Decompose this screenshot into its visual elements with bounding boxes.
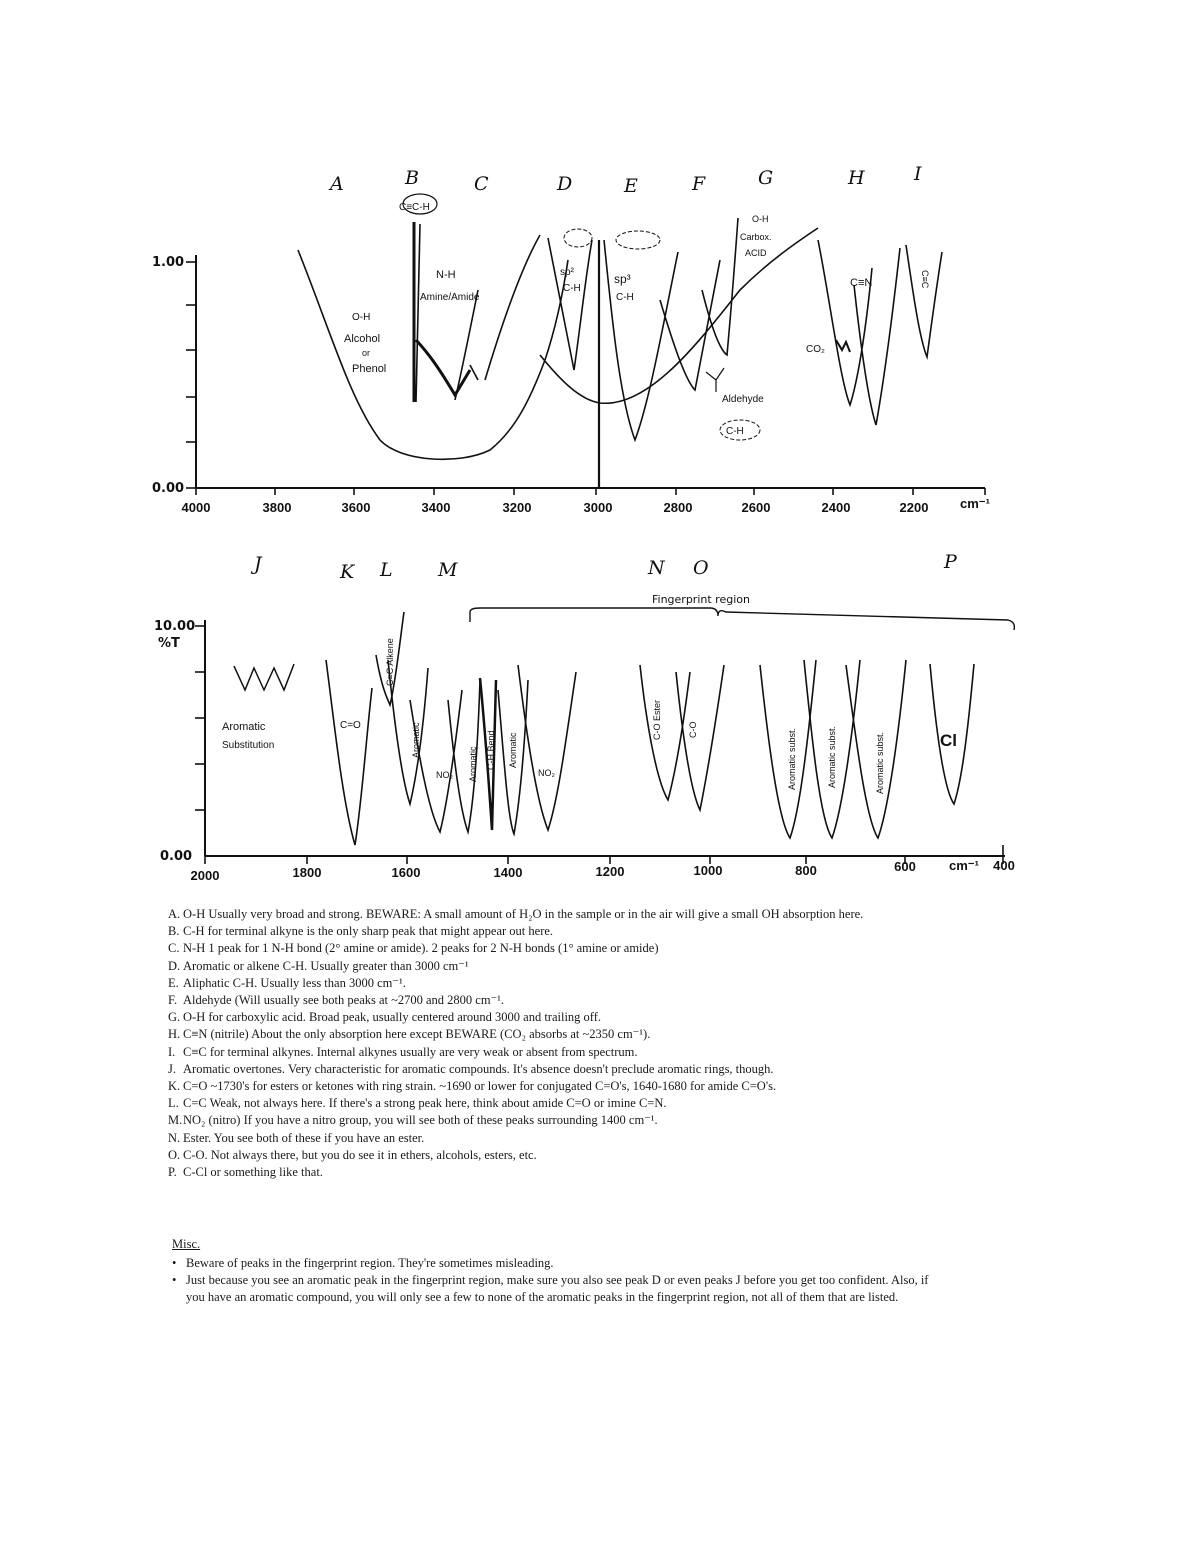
top-y-tick-bottom: 0.00	[152, 481, 185, 496]
bottom-y-unit: %T	[158, 636, 180, 651]
region-letter-c: C	[474, 173, 489, 195]
region-letter-e: E	[624, 175, 638, 197]
fingerprint-label: Fingerprint region	[652, 593, 750, 606]
top-x-tick: 3600	[341, 500, 371, 515]
region-letter-h: H	[848, 167, 865, 189]
ann-oh-alcohol: Phenol	[352, 363, 387, 375]
note-item	[168, 1130, 938, 1147]
bottom-x-tick: 400	[993, 858, 1015, 873]
region-letter-a: A	[330, 173, 344, 195]
bottom-x-tick: 1800	[292, 865, 322, 880]
ann-sp2: sp²	[560, 267, 574, 278]
note-text: C-H for terminal alkyne is the only sharp peak that might appear out here.	[183, 924, 554, 939]
note-text: Aromatic or alkene C-H. Usually greater than 3000 cm⁻¹	[183, 958, 469, 973]
misc-bullet	[172, 1255, 932, 1272]
top-x-tick: 2600	[741, 500, 771, 515]
note-text: C≡N (nitrile) About the only absorption here except BEWARE (CO₂ absorbs at ~2350 cm⁻¹).	[183, 1027, 651, 1042]
ann-sp3: C-H	[616, 292, 634, 303]
ann-arom-subst-3: Aromatic subst.	[875, 731, 885, 794]
note-item	[168, 1009, 938, 1026]
ann-aromatic-subst: Aromatic	[222, 721, 266, 733]
top-spectrum	[152, 163, 990, 515]
note-item	[168, 1078, 938, 1095]
bullet-icon: •	[172, 1256, 177, 1270]
misc-title: Misc.	[172, 1237, 201, 1251]
note-text: C=O ~1730's for esters or ketones with ring strain. ~1690 or lower for conjugated C=O's, 1640-1680 for amide C=O's.	[183, 1079, 777, 1094]
region-letter-d: D	[557, 173, 573, 195]
note-text: Ester. You see both of these if you have an ester.	[183, 1130, 425, 1145]
ann-co-single: C-O	[688, 721, 698, 738]
top-x-tick: 2200	[899, 500, 929, 515]
ann-co2: CO₂	[806, 344, 825, 355]
bottom-y-tick-bottom: 0.00	[160, 849, 193, 864]
top-x-unit: cm⁻¹	[960, 496, 990, 511]
note-text: Aldehyde (Will usually see both peaks at ~2700 and 2800 cm⁻¹.	[183, 993, 505, 1008]
ann-nitrile: C≡N	[850, 277, 873, 289]
ann-arom-subst-2: Aromatic subst.	[827, 725, 837, 788]
ann-aldehyde: C-H	[726, 426, 744, 437]
ann-alkyne-ch: C≡C-H	[399, 202, 430, 213]
note-item	[168, 1044, 938, 1061]
region-letter-f: F	[692, 173, 706, 195]
peak-notes	[168, 906, 938, 1181]
ann-co: C=O	[340, 720, 361, 731]
region-letter-l: L	[380, 559, 393, 581]
note-item	[168, 992, 938, 1009]
ann-cc-alkene: C=C Alkene	[385, 638, 395, 686]
note-key: N.	[168, 1130, 181, 1145]
note-key: H.	[168, 1027, 181, 1042]
note-key: P.	[168, 1165, 177, 1180]
note-key: J.	[168, 1061, 176, 1076]
note-item	[168, 940, 938, 957]
ann-aromatic-2: Aromatic	[468, 746, 478, 782]
misc-bullet	[172, 1272, 932, 1306]
bottom-x-tick: 800	[795, 863, 817, 878]
bottom-x-tick: 1400	[493, 865, 523, 880]
note-key: F.	[168, 993, 178, 1008]
note-key: B.	[168, 924, 180, 939]
note-text: C-O. Not always there, but you do see it in ethers, alcohols, esters, etc.	[183, 1147, 537, 1162]
ann-no2-2: NO₂	[538, 768, 555, 778]
misc-section	[172, 1236, 932, 1306]
top-x-tick: 2800	[663, 500, 693, 515]
note-text: O-H for carboxylic acid. Broad peak, usually centered around 3000 and trailing off.	[183, 1010, 602, 1025]
bottom-x-tick: 1600	[391, 865, 421, 880]
ann-sp2: C-H	[563, 283, 581, 294]
ann-carboxylic: Carbox.	[740, 232, 772, 242]
bottom-x-tick: 1200	[595, 864, 625, 879]
note-text: C-Cl or something like that.	[183, 1165, 323, 1180]
note-text: N-H 1 peak for 1 N-H bond (2° amine or amide). 2 peaks for 2 N-H bonds (1° amine or amide)	[183, 941, 659, 956]
bullet-icon: •	[172, 1273, 177, 1287]
note-item	[168, 1095, 938, 1112]
top-x-tick: 3000	[583, 500, 613, 515]
top-x-tick: 3800	[262, 500, 292, 515]
bottom-y-tick-top: 10.00	[154, 619, 196, 634]
note-key: A.	[168, 907, 181, 921]
note-item	[168, 975, 938, 992]
ann-carboxylic: O-H	[752, 214, 769, 224]
ann-ch-bend: C-H Bend	[486, 730, 496, 770]
misc-bullet-text: Beware of peaks in the fingerprint region. They're sometimes misleading.	[186, 1256, 554, 1270]
sp3-ch-band	[604, 218, 738, 440]
top-x-tick: 3400	[421, 500, 451, 515]
region-letter-g: G	[758, 167, 774, 189]
region-letter-j: J	[254, 553, 262, 575]
note-key: E.	[168, 975, 179, 990]
misc-bullet-text: Just because you see an aromatic peak in the fingerprint region, make sure you also see peak D or even peaks J before you get too confident. Also, if you have an aromatic compound, you will only see a few to none of the aromatic peaks in the fingerprint region, not all of them that are listed.	[186, 1273, 929, 1304]
nitrile-peak	[818, 240, 900, 425]
note-key: G.	[168, 1010, 181, 1025]
region-letter-m: M	[438, 559, 458, 581]
region-letter-b: B	[405, 167, 419, 189]
ann-ester: C-O Ester	[652, 699, 662, 740]
note-key: D.	[168, 958, 181, 973]
bottom-x-unit: cm⁻¹	[949, 858, 979, 873]
note-text: NO₂ (nitro) If you have a nitro group, you will see both of these peaks surrounding 1400 cm⁻¹.	[183, 1113, 658, 1128]
note-key: C.	[168, 941, 180, 956]
note-item	[168, 1061, 938, 1078]
region-letter-o: O	[693, 557, 709, 579]
ann-cl: Cl	[940, 731, 957, 750]
co-peak	[326, 660, 372, 845]
region-letter-n: N	[648, 557, 665, 579]
top-x-tick: 2400	[821, 500, 851, 515]
ann-cc-triple: C≡C	[920, 270, 930, 289]
ann-oh-alcohol: O-H	[352, 312, 371, 323]
note-key: O.	[168, 1147, 181, 1162]
note-item	[168, 958, 938, 975]
note-key: I.	[168, 1044, 176, 1059]
ann-aldehyde: Aldehyde	[722, 394, 764, 405]
note-text: O-H Usually very broad and strong. BEWARE: A small amount of H₂O in the sample or in the air will give a small OH absorption here.	[183, 907, 864, 921]
note-text: C=C Weak, not always here. If there's a strong peak here, think about amide C=O or imine C=N.	[183, 1096, 667, 1111]
oh-alcohol-band	[298, 250, 568, 459]
bottom-x-tick: 1000	[693, 863, 723, 878]
ann-arom-subst-1: Aromatic subst.	[787, 727, 797, 790]
fingerprint-bracket	[470, 608, 1014, 630]
note-key: K.	[168, 1079, 181, 1094]
ann-aromatic-1: Aromatic	[411, 722, 421, 758]
cc-triple-peak	[906, 245, 942, 357]
note-text: Aromatic overtones. Very characteristic for aromatic compounds. It's absence doesn't preclude aromatic rings, though.	[183, 1061, 774, 1076]
note-item	[168, 1112, 938, 1129]
aromatic-overtones	[234, 664, 294, 690]
bottom-spectrum	[154, 551, 1015, 883]
ann-oh-alcohol: Alcohol	[344, 333, 381, 345]
top-y-tick-top: 1.00	[152, 255, 185, 270]
region-letter-i: I	[914, 163, 922, 185]
note-text: C≡C for terminal alkynes. Internal alkynes usually are very weak or absent from spectrum.	[183, 1044, 638, 1059]
ann-nh: Amine/Amide	[420, 292, 480, 303]
region-letter-p: P	[944, 551, 957, 573]
top-x-tick: 3200	[502, 500, 532, 515]
bottom-x-tick: 2000	[190, 868, 220, 883]
ann-aromatic-subst: Substitution	[222, 740, 275, 751]
top-x-tick: 4000	[181, 500, 211, 515]
note-key: M.	[168, 1113, 183, 1128]
co-single-peak	[676, 665, 724, 810]
note-item	[168, 1026, 938, 1043]
ann-sp3: sp³	[614, 272, 631, 286]
ann-aromatic-3: Aromatic	[508, 732, 518, 768]
note-text: Aliphatic C-H. Usually less than 3000 cm⁻¹.	[183, 975, 406, 990]
note-item	[168, 923, 938, 940]
bottom-x-tick: 600	[894, 859, 916, 874]
ann-nh: N-H	[436, 269, 456, 281]
note-key: L.	[168, 1096, 179, 1111]
region-letter-k: K	[340, 561, 355, 583]
ann-carboxylic: ACID	[745, 248, 767, 258]
ann-oh-alcohol: or	[362, 348, 371, 358]
ann-no2-1: NO₂	[436, 770, 453, 780]
note-item	[168, 1147, 938, 1164]
note-item	[168, 906, 938, 923]
note-item	[168, 1164, 938, 1181]
